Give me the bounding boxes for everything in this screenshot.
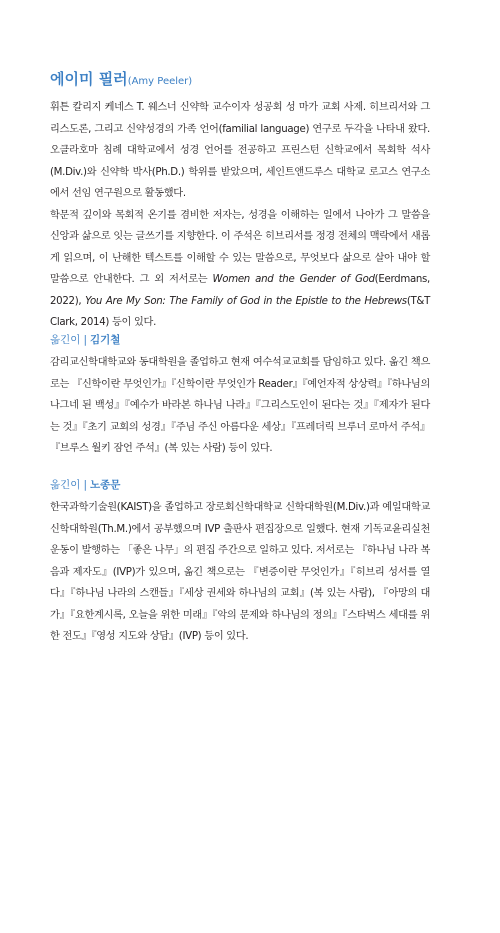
book-publisher: (T&T Clark, 2014) 등이 있다.: [50, 295, 430, 328]
author-bio-intro: 학문적 깊이와 목회적 온기를 겸비한 저자는, 성경을 이해하는 일에서 나아가 그 말씀을 신앙과 삶으로 잇는 글쓰기를 지향한다. 이 주석은 히브리서를 정경 전체의 맥락에서 새롭게 읽으며, 이 난해한 텍스트를 이해할 수 있는 말씀으로, 무엇보다 삶으로 살아 내야 할 말씀으로 안내한다. 그 외 저서로는: [50, 209, 430, 285]
separator: |: [83, 334, 87, 346]
translator-name: 김기철: [89, 334, 121, 346]
translator-heading: [50, 330, 430, 350]
translator-heading: [50, 475, 430, 495]
translator-role: 옮긴이: [50, 334, 81, 346]
author-name: 에이미 필러: [50, 70, 128, 88]
translator-section: [50, 330, 430, 460]
author-heading: [50, 68, 430, 93]
translator-bio: 감리교신학대학교와 동대학원을 졸업하고 현재 여수석교교회를 담임하고 있다. 옮긴 책으로는 『신학이란 무엇인가』『신학이란 무엇인가 Reader』『예언자적 상상력』『하나님의 나그네 된 백성』『예수가 바라본 하나님 나라』『그리스도인이 된다는 것』『제자가 된다는 것』『초기 교회의 성경』『주님 주신 아름다운 세상』『프레더릭 브루너 로마서 주석』『브루스 월키 잠언 주석』(복 있는 사람) 등이 있다.: [50, 357, 430, 454]
author-section: [50, 68, 430, 334]
translator-role: 옮긴이: [50, 479, 81, 491]
separator: |: [83, 479, 87, 491]
translator-section: [50, 475, 430, 648]
translator-bio: 한국과학기술원(KAIST)을 졸업하고 장로회신학대학교 신학대학원(M.Div.)과 예일대학교 신학대학원(Th.M.)에서 공부했으며 IVP 출판사 편집장으로 일했다. 현재 기독교윤리실천운동이 발행하는 「좋은 나무」의 편집 주간으로 일하고 있다. 저서로는 『하나님 나라 복음과 제자도』(IVP)가 있으며, 옮긴 책으로는 『변증이란 무엇인가』『히브리 성서를 열다』『하나님 나라의 스캔들』『세상 권세와 하나님의 교회』(복 있는 사람), 『아망의 대가』『요한계시록, 오늘을 위한 미래』『악의 문제와 하나님의 정의』『스타벅스 세대를 위한 전도』『영성 지도와 상담』(IVP) 등이 있다.: [50, 502, 430, 642]
author-bio: 휘튼 칼리지 케네스 T. 웨스너 신약학 교수이자 성공회 성 마가 교회 사제. 히브리서와 그리스도론, 그리고 신약성경의 가족 언어(familial language) 연구로 두각을 나타내 왔다. 오클라호마 침례 대학교에서 성경 언어를 전공하고 프린스턴 신학교에서 목회학 석사(M.Div.)와 신약학 박사(Ph.D.) 학위를 받았으며, 세인트앤드루스 대학교 로고스 연구소에서 선임 연구원으로 활동했다.: [50, 102, 430, 199]
book-publisher: (Eerdmans, 2022),: [50, 274, 430, 307]
author-name-english: (Amy Peeler): [127, 76, 193, 87]
book-title: You Are My Son: The Family of God in the Epistle to the Hebrews: [85, 295, 407, 307]
author-bio-works: [50, 205, 430, 334]
translator-name: 노종문: [89, 479, 121, 491]
book-title: Women and the Gender of God: [212, 274, 375, 285]
